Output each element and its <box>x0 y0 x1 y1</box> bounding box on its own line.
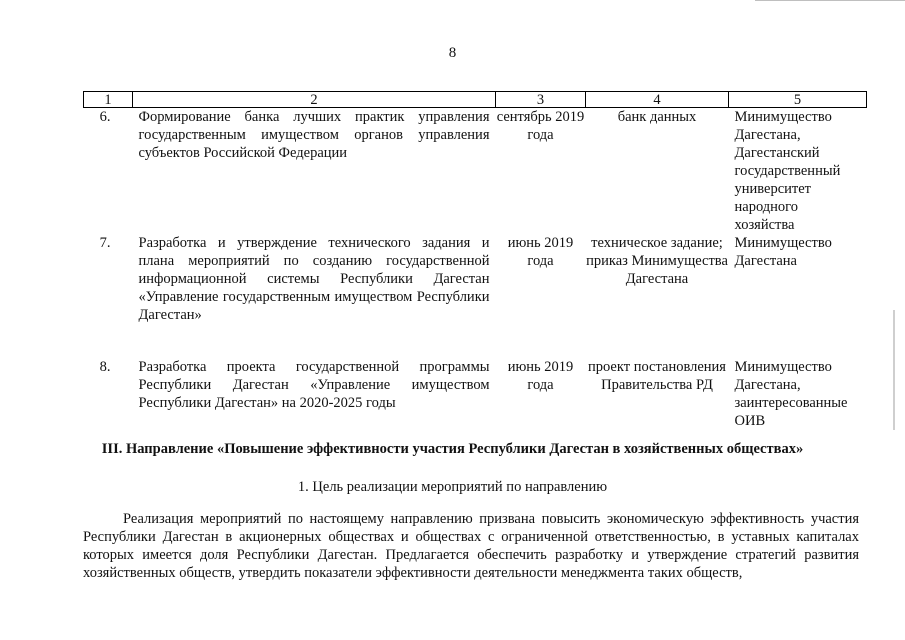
responsible-cell: Минимущество Дагестана, Дагестанский государственный университет народного хозяйства <box>734 109 841 233</box>
scan-margin-line <box>893 310 895 430</box>
deadline-cell: июнь 2019 года <box>507 235 574 269</box>
body-paragraph: Реализация мероприятий по настоящему направлению призвана повысить экономическую эффективность участия Республики Дагестан в акционерных обществах и обществах с ограниченной ответственностью, в уставных капиталах которых имеется доля Республики Дагестан. Предлагается обеспечить разработку и утверждение стратегий развития хозяйственных обществ, утвердить показатели эффективности деятельности менеджмента таких обществ, <box>83 511 859 581</box>
deadline-cell: июнь 2019 года <box>507 359 574 393</box>
subsection-heading: 1. Цель реализации мероприятий по направлению <box>297 479 608 495</box>
table-row <box>84 234 867 358</box>
column-header-4: 4 <box>586 92 729 108</box>
activities-table <box>83 91 867 438</box>
responsible-cell: Минимущество Дагестана, заинтересованные ОИВ <box>734 359 848 429</box>
row-number: 8. <box>99 359 111 375</box>
table-row <box>84 108 867 235</box>
table-row <box>84 358 867 438</box>
column-header-1: 1 <box>84 92 133 108</box>
activity-cell: Формирование банка лучших практик управления государственным имуществом органов управления субъектов Российской Федерации <box>138 109 490 161</box>
activity-cell: Разработка и утверждение технического задания и плана мероприятий по созданию государственной информационной системы Республики Дагестан «Управление государственным имуществом Республики Дагестан» <box>138 235 490 323</box>
responsible-cell: Минимущество Дагестана <box>734 235 832 269</box>
scan-edge-mark <box>755 0 905 4</box>
result-cell: техническое задание; приказ Минимущества Дагестана <box>586 235 728 287</box>
row-number: 6. <box>99 109 111 125</box>
column-header-3: 3 <box>496 92 586 108</box>
result-cell: проект постановления Правительства РД <box>588 359 726 393</box>
deadline-cell: сентябрь 2019 года <box>496 109 585 143</box>
table-header-row <box>84 92 867 108</box>
column-header-2: 2 <box>133 92 496 108</box>
section-heading: III. Направление «Повышение эффективности участия Республики Дагестан в хозяйственных обществах» <box>101 441 804 457</box>
page-number: 8 <box>448 45 457 61</box>
row-number: 7. <box>99 235 111 251</box>
activity-cell: Разработка проекта государственной программы Республики Дагестан «Управление имуществом Республики Дагестан» на 2020-2025 годы <box>138 359 490 411</box>
column-header-5: 5 <box>729 92 867 108</box>
result-cell: банк данных <box>617 109 697 125</box>
